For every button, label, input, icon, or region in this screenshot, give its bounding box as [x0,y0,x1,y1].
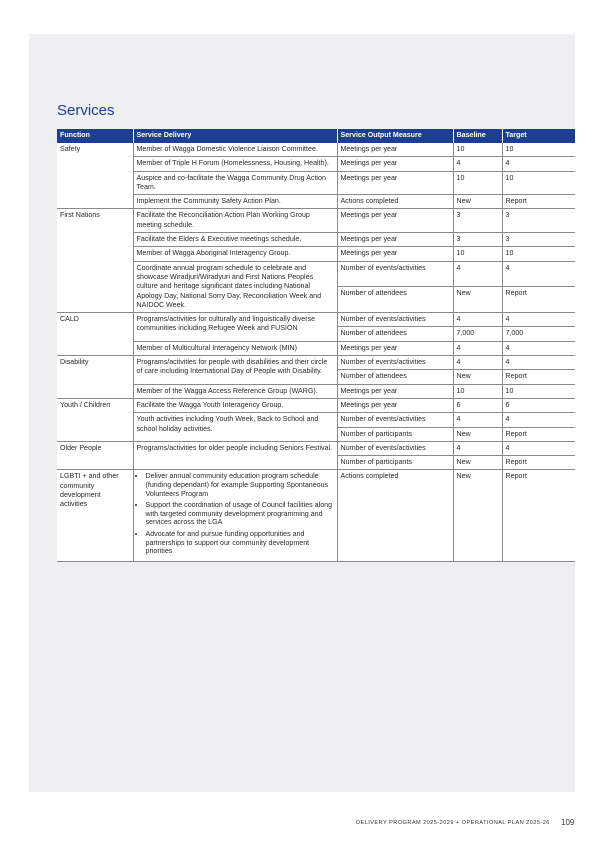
target-cell: 4 [502,413,575,427]
baseline-cell: 10 [453,247,502,261]
output-measure-cell: Number of attendees [337,370,453,384]
output-measure-cell: Meetings per year [337,398,453,412]
target-cell: 4 [502,341,575,355]
service-delivery-cell: Member of the Wagga Access Reference Group (WARG). [133,384,337,398]
function-cell: Older People [57,441,133,470]
table-row [57,143,575,157]
output-measure-cell: Number of events/activities [337,441,453,455]
service-delivery-cell: Member of Wagga Domestic Violence Liaison Committee. [133,143,337,157]
service-delivery-cell: Programs/activities for culturally and linguistically diverse communities including Refugee Week and FUSION [133,313,337,342]
baseline-cell: 4 [453,313,502,327]
target-cell: Report [502,195,575,209]
service-delivery-cell: Member of Multicultural Interagency Network (MIN) [133,341,337,355]
table-row [57,313,575,327]
service-delivery-cell: Auspice and co-facilitate the Wagga Community Drug Action Team. [133,171,337,195]
table-row [57,157,575,171]
header-target: Target [502,129,575,143]
service-delivery-cell: Member of Triple H Forum (Homelessness, Housing, Health). [133,157,337,171]
service-delivery-cell: Programs/activities for people with disabilities and their circle of care including International Day of People with Disability. [133,356,337,385]
table-row [57,233,575,247]
output-measure-cell: Actions completed [337,195,453,209]
baseline-cell: 4 [453,157,502,171]
output-measure-cell: Number of events/activities [337,356,453,370]
table-row [57,398,575,412]
header-output-measure: Service Output Measure [337,129,453,143]
output-measure-cell: Number of events/activities [337,261,453,287]
function-cell: Safety [57,143,133,209]
header-service-delivery: Service Delivery [133,129,337,143]
baseline-cell: New [453,370,502,384]
function-cell: CALD [57,313,133,356]
service-delivery-cell: Youth activities including Youth Week, Back to School and school holiday activities. [133,413,337,442]
output-measure-cell: Meetings per year [337,233,453,247]
function-cell: Disability [57,356,133,399]
table-row [57,341,575,355]
output-measure-cell: Number of attendees [337,287,453,313]
target-cell: Report [502,427,575,441]
service-delivery-cell: Implement the Community Safety Action Plan. [133,195,337,209]
baseline-cell: New [453,456,502,470]
header-function: Function [57,129,133,143]
target-cell: 4 [502,356,575,370]
service-delivery-cell [133,470,337,561]
target-cell: 10 [502,143,575,157]
table-row [57,356,575,370]
target-cell: Report [502,456,575,470]
output-measure-cell: Number of participants [337,427,453,441]
output-measure-cell: Meetings per year [337,341,453,355]
baseline-cell: 3 [453,209,502,233]
function-cell: LGBTI + and other community development activities [57,470,133,561]
baseline-cell: New [453,195,502,209]
service-delivery-cell: Facilitate the Wagga Youth Interagency Group. [133,398,337,412]
output-measure-cell: Meetings per year [337,384,453,398]
header-baseline: Baseline [453,129,502,143]
bullet-list [137,472,334,555]
bullet-item: • Support the coordination of usage of Council facilities along with targeted community development programming and services across the LGA [146,501,334,527]
table-row [57,195,575,209]
baseline-cell: 4 [453,261,502,287]
output-measure-cell: Meetings per year [337,171,453,195]
table-row [57,384,575,398]
baseline-cell: 4 [453,441,502,455]
baseline-cell: New [453,427,502,441]
baseline-cell: New [453,470,502,561]
target-cell: 10 [502,384,575,398]
function-cell: Youth / Children [57,398,133,441]
service-delivery-cell: Facilitate the Elders & Executive meetings schedule. [133,233,337,247]
output-measure-cell: Actions completed [337,470,453,561]
baseline-cell: New [453,287,502,313]
function-cell: First Nations [57,209,133,313]
output-measure-cell: Number of participants [337,456,453,470]
bullet-item: • Deliver annual community education program schedule (funding dependant) for example Supporting Spontaneous Volunteers Program [146,472,334,498]
page-number: 109 [561,818,575,827]
footer-text: DELIVERY PROGRAM 2025-2029 + OPERATIONAL PLAN 2025-26 [356,820,550,826]
target-cell: 10 [502,247,575,261]
table-row [57,413,575,427]
baseline-cell: 4 [453,341,502,355]
bullet-item: • Advocate for and pursue funding opportunities and partnerships to support our community development priorities [146,530,334,556]
baseline-cell: 4 [453,356,502,370]
output-measure-cell: Meetings per year [337,247,453,261]
table-row [57,261,575,287]
baseline-cell: 3 [453,233,502,247]
target-cell: 7,000 [502,327,575,341]
target-cell: 4 [502,157,575,171]
target-cell: 3 [502,233,575,247]
output-measure-cell: Meetings per year [337,157,453,171]
target-cell: 3 [502,209,575,233]
baseline-cell: 10 [453,143,502,157]
target-cell: 4 [502,261,575,287]
baseline-cell: 10 [453,171,502,195]
section-title: Services [57,102,115,119]
target-cell: Report [502,470,575,561]
table-row [57,470,575,561]
output-measure-cell: Number of events/activities [337,313,453,327]
target-cell: Report [502,287,575,313]
services-table [57,129,575,562]
baseline-cell: 10 [453,384,502,398]
target-cell: Report [502,370,575,384]
target-cell: 6 [502,398,575,412]
output-measure-cell: Number of attendees [337,327,453,341]
baseline-cell: 6 [453,398,502,412]
service-delivery-cell: Facilitate the Reconciliation Action Plan Working Group meeting schedule. [133,209,337,233]
table-row [57,441,575,455]
target-cell: 10 [502,171,575,195]
table-header-row [57,129,575,143]
target-cell: 4 [502,441,575,455]
output-measure-cell: Meetings per year [337,143,453,157]
service-delivery-cell: Programs/activities for older people including Seniors Festival. [133,441,337,470]
baseline-cell: 4 [453,413,502,427]
output-measure-cell: Meetings per year [337,209,453,233]
output-measure-cell: Number of events/activities [337,413,453,427]
service-delivery-cell: Coordinate annual program schedule to celebrate and showcase Wiradjuri/Wiradyuri and First Nations Peoples culture and heritage significant dates including National Apology Day, National Sorry Day, Reconciliation Week and NAIDOC Week. [133,261,337,312]
table-row [57,247,575,261]
baseline-cell: 7,000 [453,327,502,341]
service-delivery-cell: Member of Wagga Aboriginal Interagency Group. [133,247,337,261]
target-cell: 4 [502,313,575,327]
table-row [57,209,575,233]
table-row [57,171,575,195]
